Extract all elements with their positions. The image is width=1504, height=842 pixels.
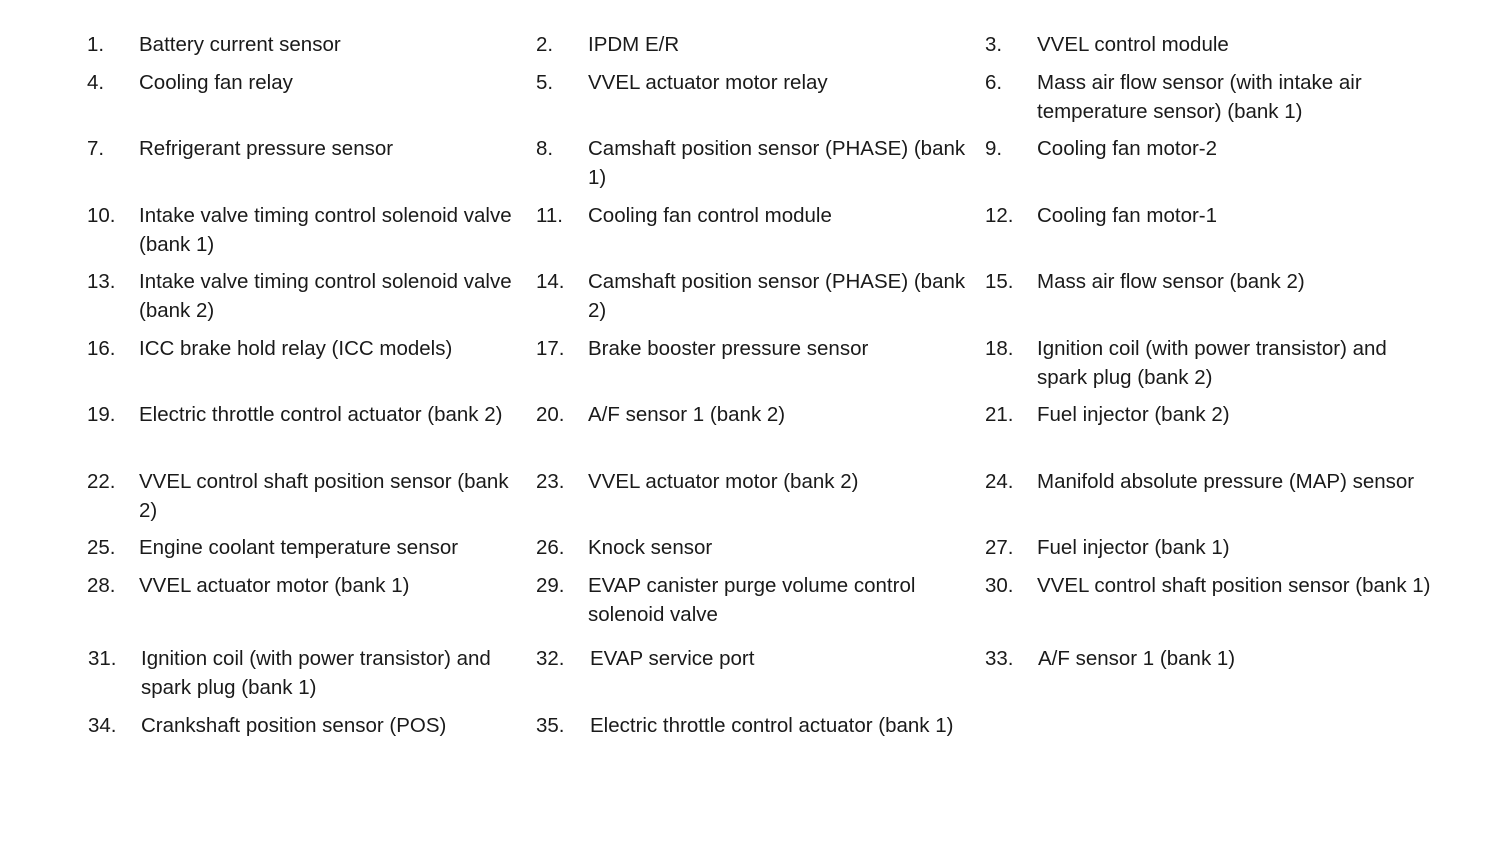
item-label: Fuel injector (bank 2) bbox=[1037, 403, 1230, 426]
legend-item-3 bbox=[985, 30, 1437, 59]
legend-item-6 bbox=[985, 68, 1437, 126]
item-label: Cooling fan motor-1 bbox=[1037, 204, 1218, 227]
item-number: 35. bbox=[536, 714, 565, 737]
item-label: ICC brake hold relay (ICC models) bbox=[139, 337, 453, 360]
legend-item-21 bbox=[985, 400, 1437, 429]
legend-item-23 bbox=[536, 467, 973, 496]
legend-item-9 bbox=[985, 134, 1437, 163]
item-label: VVEL actuator motor (bank 2) bbox=[588, 470, 859, 493]
legend-item-15 bbox=[985, 267, 1437, 296]
legend-item-18 bbox=[985, 334, 1437, 392]
item-label: IPDM E/R bbox=[588, 33, 680, 56]
item-label: Ignition coil (with power transistor) and spark plug (bank 2) bbox=[1037, 337, 1387, 389]
item-label: Electric throttle control actuator (bank 2) bbox=[139, 403, 503, 426]
item-number: 13. bbox=[87, 270, 116, 293]
item-number: 32. bbox=[536, 647, 565, 670]
legend-item-19 bbox=[87, 400, 519, 429]
item-number: 22. bbox=[87, 470, 116, 493]
item-number: 30. bbox=[985, 574, 1014, 597]
item-number: 15. bbox=[985, 270, 1014, 293]
item-label: Electric throttle control actuator (bank 1) bbox=[590, 714, 954, 737]
item-number: 21. bbox=[985, 403, 1014, 426]
item-number: 7. bbox=[87, 137, 105, 160]
item-label: Intake valve timing control solenoid valve (bank 2) bbox=[139, 270, 512, 322]
item-label: A/F sensor 1 (bank 1) bbox=[1038, 647, 1236, 670]
item-number: 4. bbox=[87, 71, 105, 94]
item-number: 11. bbox=[536, 204, 563, 227]
item-number: 6. bbox=[985, 71, 1003, 94]
item-label: EVAP service port bbox=[590, 647, 755, 670]
item-label: Refrigerant pressure sensor bbox=[139, 137, 394, 160]
item-label: Fuel injector (bank 1) bbox=[1037, 536, 1230, 559]
item-label: VVEL actuator motor (bank 1) bbox=[139, 574, 410, 597]
item-label: Manifold absolute pressure (MAP) sensor bbox=[1037, 470, 1415, 493]
item-label: EVAP canister purge volume control solenoid valve bbox=[588, 574, 916, 626]
legend-item-29 bbox=[536, 571, 973, 629]
item-number: 16. bbox=[87, 337, 116, 360]
item-label: Camshaft position sensor (PHASE) (bank 2) bbox=[588, 270, 966, 322]
item-number: 5. bbox=[536, 71, 554, 94]
legend-item-20 bbox=[536, 400, 973, 429]
item-label: Mass air flow sensor (with intake air temperature sensor) (bank 1) bbox=[1037, 71, 1362, 123]
item-number: 27. bbox=[985, 536, 1014, 559]
item-label: Ignition coil (with power transistor) and spark plug (bank 1) bbox=[141, 647, 491, 699]
item-number: 26. bbox=[536, 536, 565, 559]
legend-item-27 bbox=[985, 533, 1437, 562]
item-number: 23. bbox=[536, 470, 565, 493]
legend-item-10 bbox=[87, 201, 519, 259]
legend-item-11 bbox=[536, 201, 973, 230]
item-label: VVEL control module bbox=[1037, 33, 1229, 56]
item-number: 8. bbox=[536, 137, 554, 160]
legend-item-12 bbox=[985, 201, 1437, 230]
legend-item-4 bbox=[87, 68, 519, 97]
item-number: 12. bbox=[985, 204, 1014, 227]
legend-item-16 bbox=[87, 334, 519, 363]
item-label: A/F sensor 1 (bank 2) bbox=[588, 403, 786, 426]
legend-item-30 bbox=[985, 571, 1437, 600]
legend-item-2 bbox=[536, 30, 973, 59]
item-number: 14. bbox=[536, 270, 565, 293]
legend-item-31 bbox=[88, 644, 521, 702]
legend-item-14 bbox=[536, 267, 973, 325]
item-label: Cooling fan control module bbox=[588, 204, 832, 227]
item-number: 10. bbox=[87, 204, 116, 227]
item-number: 33. bbox=[985, 647, 1014, 670]
item-label: Intake valve timing control solenoid valve (bank 1) bbox=[139, 204, 512, 256]
item-number: 2. bbox=[536, 33, 554, 56]
item-number: 28. bbox=[87, 574, 116, 597]
item-number: 9. bbox=[985, 137, 1003, 160]
item-label: Knock sensor bbox=[588, 536, 713, 559]
item-number: 17. bbox=[536, 337, 565, 360]
legend-item-1 bbox=[87, 30, 519, 59]
item-label: VVEL actuator motor relay bbox=[588, 71, 828, 94]
legend-item-17 bbox=[536, 334, 973, 363]
item-label: Camshaft position sensor (PHASE) (bank 1) bbox=[588, 137, 966, 189]
item-number: 20. bbox=[536, 403, 565, 426]
legend-item-13 bbox=[87, 267, 519, 325]
item-label: VVEL control shaft position sensor (bank 2) bbox=[139, 470, 509, 522]
item-label: Crankshaft position sensor (POS) bbox=[141, 714, 447, 737]
item-label: Engine coolant temperature sensor bbox=[139, 536, 459, 559]
legend-item-35 bbox=[536, 711, 970, 740]
legend-item-22 bbox=[87, 467, 519, 525]
legend-item-32 bbox=[536, 644, 970, 673]
legend-item-7 bbox=[87, 134, 519, 163]
legend-item-26 bbox=[536, 533, 973, 562]
item-label: Cooling fan relay bbox=[139, 71, 293, 94]
legend-item-34 bbox=[88, 711, 521, 740]
item-label: Battery current sensor bbox=[139, 33, 341, 56]
legend-item-33 bbox=[985, 644, 1438, 673]
legend-item-24 bbox=[985, 467, 1437, 496]
item-number: 18. bbox=[985, 337, 1014, 360]
item-number: 3. bbox=[985, 33, 1003, 56]
item-number: 1. bbox=[87, 33, 105, 56]
item-number: 29. bbox=[536, 574, 565, 597]
item-number: 34. bbox=[88, 714, 117, 737]
item-number: 19. bbox=[87, 403, 116, 426]
legend-item-28 bbox=[87, 571, 519, 600]
item-number: 24. bbox=[985, 470, 1014, 493]
item-number: 31. bbox=[88, 647, 117, 670]
item-number: 25. bbox=[87, 536, 116, 559]
legend-item-8 bbox=[536, 134, 973, 192]
legend-item-25 bbox=[87, 533, 519, 562]
item-label: VVEL control shaft position sensor (bank 1) bbox=[1037, 574, 1431, 597]
item-label: Cooling fan motor-2 bbox=[1037, 137, 1218, 160]
item-label: Mass air flow sensor (bank 2) bbox=[1037, 270, 1305, 293]
legend-item-5 bbox=[536, 68, 973, 97]
item-label: Brake booster pressure sensor bbox=[588, 337, 869, 360]
